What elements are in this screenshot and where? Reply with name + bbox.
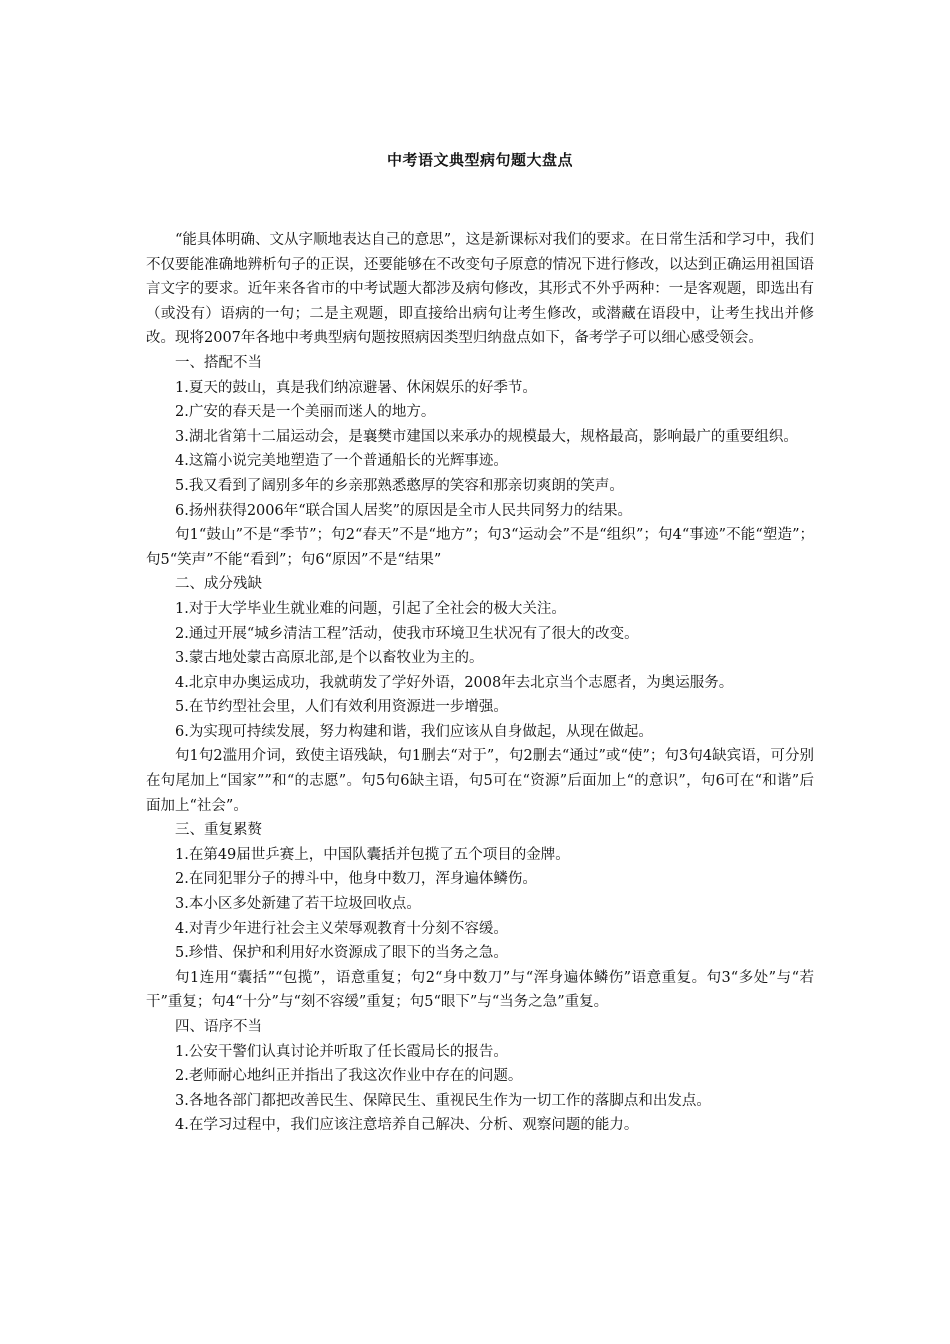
list-item: 3.本小区多处新建了若干垃圾回收点。	[175, 896, 421, 913]
list-item: 6.为实现可持续发展，努力构建和谐，我们应该从自身做起，从现在做起。	[175, 723, 653, 740]
list-item: 5.在节约型社会里，人们有效利用资源进一步增强。	[175, 699, 508, 716]
list-item: 2.通过开展“城乡清洁工程”活动，使我市环境卫生状况有了很大的改变。	[175, 625, 639, 642]
list-item: 3.蒙古地处蒙古高原北部,是个以畜牧业为主的。	[175, 650, 484, 667]
list-item: 4.北京申办奥运成功，我就萌发了学好外语，2008年去北京当个志愿者，为奥运服务。	[175, 674, 734, 691]
list-item: 4.对青少年进行社会主义荣辱观教育十分刻不容缓。	[175, 920, 508, 937]
list-item: 3.各地各部门都把改善民生、保障民生、重视民生作为一切工作的落脚点和出发点。	[175, 1092, 711, 1109]
section-heading-4: 四、语序不当	[175, 1019, 262, 1035]
list-item: 1.公安干警们认真讨论并听取了任长霞局长的报告。	[175, 1043, 508, 1060]
list-item: 5.我又看到了阔别多年的乡亲那熟悉憨厚的笑容和那亲切爽朗的笑声。	[175, 477, 624, 494]
list-item: 4.这篇小说完美地塑造了一个普通船长的光辉事迹。	[175, 453, 508, 470]
list-item: 2.在同犯罪分子的搏斗中，他身中数刀，浑身遍体鳞伤。	[175, 871, 537, 888]
list-item: 3.湖北省第十二届运动会，是襄樊市建国以来承办的规模最大，规格最高，影响最广的重要组织。	[175, 428, 798, 445]
list-item: 5.珍惜、保护和利用好水资源成了眼下的当务之急。	[175, 945, 508, 962]
section-heading-1: 一、搭配不当	[175, 354, 262, 371]
document-page	[146, 148, 814, 1138]
analysis-paragraph-1: 句1“鼓山”不是“季节”；句2“春天”不是“地方”；句3“运动会”不是“组织”；句4“事迹”不能“塑造”；句5“笑声”不能“看到”；句6“原因”不是“结果”	[146, 527, 814, 568]
list-item: 1.在第49届世乒赛上，中国队囊括并包揽了五个项目的金牌。	[175, 846, 570, 863]
list-item: 2.老师耐心地纠正并指出了我这次作业中存在的问题。	[175, 1068, 523, 1085]
list-item: 2.广安的春天是一个美丽而迷人的地方。	[175, 404, 436, 421]
intro-paragraph: “能具体明确、文从字顺地表达自己的意思”，这是新课标对我们的要求。在日常生活和学习中，我们不仅要能准确地辨析句子的正误，还要能够在不改变句子原意的情况下进行修改，以达到正确运用祖国语言文字的要求。近年来各省市的中考试题大都涉及病句修改，其形式不外乎两种：一是客观题，即选出有（或没有）语病的一句；二是主观题，即直接给出病句让考生修改，或潜藏在语段中，让考生找出并修改。现将2007年各地中考典型病句题按照病因类型归纳盘点如下，备考学子可以细心感受领会。	[146, 232, 814, 347]
section-heading-3: 三、重复累赘	[175, 822, 262, 839]
list-item: 4.在学习过程中，我们应该注意培养自己解决、分析、观察问题的能力。	[175, 1117, 639, 1134]
analysis-paragraph-2: 句1句2滥用介词，致使主语残缺，句1删去“对于”，句2删去“通过”或“使”；句3句4缺宾语，可分别在句尾加上“国家””和“的志愿”。句5句6缺主语，句5可在“资源”后面加上“的意识”，句6可在“和谐”后面加上“社会”。	[146, 748, 814, 814]
document-title: 中考语文典型病句题大盘点	[386, 151, 573, 169]
analysis-paragraph-3: 句1连用“囊括”“包揽”，语意重复；句2“身中数刀”与“浑身遍体鳞伤”语意重复。句3“多处”与“若干”重复；句4“十分”与“刻不容缓”重复；句5“眼下”与“当务之急”重复。	[146, 969, 814, 1011]
list-item: 6.扬州获得2006年“联合国人居奖”的原因是全市人民共同努力的结果。	[175, 502, 633, 519]
section-heading-2: 二、成分残缺	[175, 576, 262, 593]
list-item: 1.对于大学毕业生就业难的问题，引起了全社会的极大关注。	[175, 600, 566, 617]
list-item: 1.夏天的鼓山，真是我们纳凉避暑、休闲娱乐的好季节。	[175, 379, 537, 396]
